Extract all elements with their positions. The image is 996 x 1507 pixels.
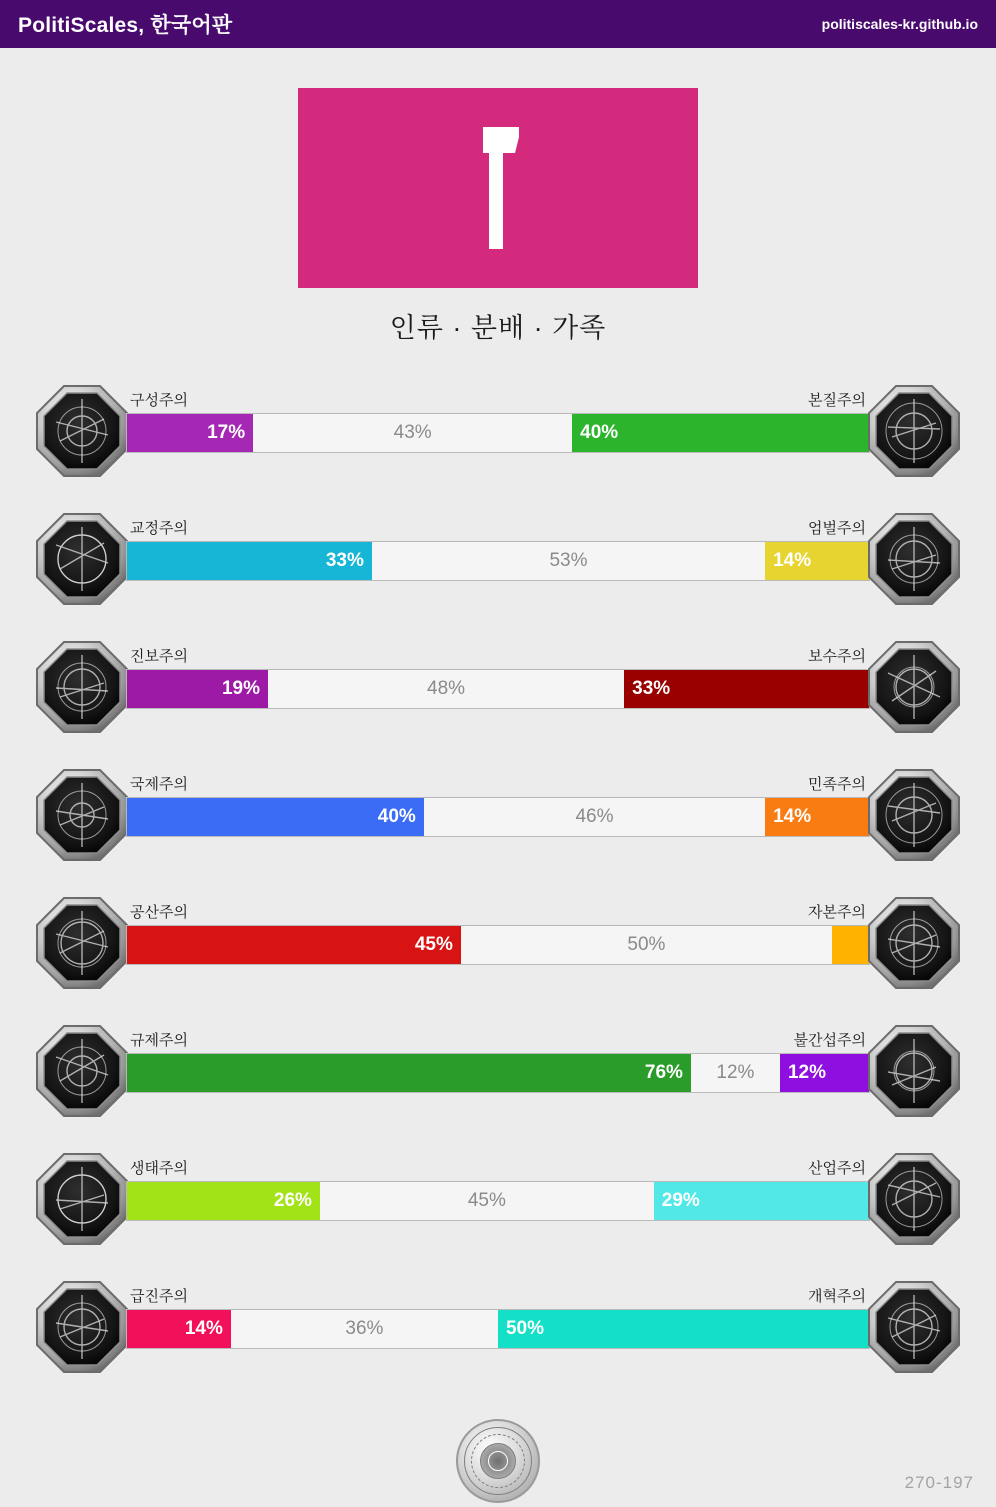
axis-right-label: 불간섭주의	[793, 1032, 866, 1049]
axis-right-segment: 29%	[654, 1182, 869, 1220]
axis-left-label: 규제주의	[130, 1032, 188, 1049]
axis-labels	[126, 773, 870, 797]
axis-neutral-segment: 46%	[424, 798, 765, 836]
axis-neutral-segment: 43%	[253, 414, 572, 452]
axis-left-label: 급진주의	[130, 1288, 188, 1305]
axis-right-segment: 14%	[765, 542, 869, 580]
axis-labels	[126, 517, 870, 541]
hammer-icon	[463, 123, 533, 253]
axis-right-label: 자본주의	[808, 904, 866, 921]
communism-medal	[34, 895, 130, 991]
axis-bar	[126, 541, 870, 581]
axis-bar-group	[126, 1151, 870, 1221]
axis-left-label: 국제주의	[130, 776, 188, 793]
axis-bar-group	[126, 1023, 870, 1093]
axis-right-label: 엄벌주의	[808, 520, 866, 537]
axis-bar	[126, 413, 870, 453]
result-title: 인류 · 분배 · 가족	[389, 313, 607, 343]
axis-right-label: 본질주의	[808, 392, 866, 409]
axis-row	[34, 757, 962, 885]
axis-bar-group	[126, 767, 870, 837]
axis-right-label: 보수주의	[808, 648, 866, 665]
axis-right-segment: 12%	[780, 1054, 869, 1092]
revolution-medal	[34, 1279, 130, 1375]
punitive-justice-medal	[866, 511, 962, 607]
axis-left-label: 생태주의	[130, 1160, 188, 1177]
app-title: PolitiScales, 한국어판	[18, 14, 233, 37]
axis-bar	[126, 1181, 870, 1221]
axis-neutral-segment: 12%	[691, 1054, 780, 1092]
nationalism-medal	[866, 767, 962, 863]
axis-right-segment: 33%	[624, 670, 869, 708]
axis-bar-group	[126, 1279, 870, 1349]
progressivism-medal	[34, 639, 130, 735]
axis-neutral-segment: 45%	[320, 1182, 654, 1220]
axis-row	[34, 885, 962, 1013]
axis-labels	[126, 389, 870, 413]
site-url: politiscales-kr.github.io	[821, 16, 978, 32]
axis-labels	[126, 1157, 870, 1181]
ecology-medal	[34, 1151, 130, 1247]
axis-labels	[126, 901, 870, 925]
axis-labels	[126, 645, 870, 669]
axes-list	[0, 373, 996, 1397]
axis-row	[34, 1013, 962, 1141]
axis-neutral-segment: 36%	[231, 1310, 498, 1348]
axis-bar-group	[126, 511, 870, 581]
axis-left-segment: 40%	[127, 798, 424, 836]
axis-right-label: 민족주의	[808, 776, 866, 793]
axis-neutral-segment: 50%	[461, 926, 832, 964]
axis-left-segment: 33%	[127, 542, 372, 580]
constructivism-medal	[34, 383, 130, 479]
axis-right-segment: 14%	[765, 798, 869, 836]
axis-left-segment: 17%	[127, 414, 253, 452]
rehabilitation-medal	[34, 511, 130, 607]
essentialism-medal	[866, 383, 962, 479]
axis-neutral-segment: 48%	[268, 670, 624, 708]
axis-labels	[126, 1285, 870, 1309]
axis-row	[34, 629, 962, 757]
axis-bar	[126, 1053, 870, 1093]
axis-right-label: 산업주의	[808, 1160, 866, 1177]
axis-left-label: 교정주의	[130, 520, 188, 537]
axis-neutral-segment: 53%	[372, 542, 765, 580]
result-flag-container	[0, 88, 996, 288]
laissez-faire-medal	[866, 1023, 962, 1119]
seal-container	[0, 1419, 996, 1503]
result-flag	[298, 88, 698, 288]
politiscales-seal-icon	[456, 1419, 540, 1503]
axis-labels	[126, 1029, 870, 1053]
page-header	[0, 0, 996, 48]
axis-left-label: 진보주의	[130, 648, 188, 665]
axis-bar	[126, 797, 870, 837]
capitalism-medal	[866, 895, 962, 991]
axis-row	[34, 373, 962, 501]
axis-right-segment	[832, 926, 869, 964]
axis-left-segment: 45%	[127, 926, 461, 964]
axis-bar	[126, 669, 870, 709]
axis-left-segment: 19%	[127, 670, 268, 708]
axis-bar-group	[126, 383, 870, 453]
axis-row	[34, 1141, 962, 1269]
axis-bar-group	[126, 895, 870, 965]
axis-right-label: 개혁주의	[808, 1288, 866, 1305]
axis-right-segment: 50%	[498, 1310, 869, 1348]
axis-row	[34, 1269, 962, 1397]
page-number: 270-197	[904, 1473, 974, 1492]
axis-right-segment: 40%	[572, 414, 869, 452]
axis-bar	[126, 1309, 870, 1349]
regulationism-medal	[34, 1023, 130, 1119]
axis-left-segment: 14%	[127, 1310, 231, 1348]
axis-left-label: 공산주의	[130, 904, 188, 921]
axis-left-segment: 26%	[127, 1182, 320, 1220]
axis-left-label: 구성주의	[130, 392, 188, 409]
conservatism-medal	[866, 639, 962, 735]
axis-row	[34, 501, 962, 629]
internationalism-medal	[34, 767, 130, 863]
reformism-medal	[866, 1279, 962, 1375]
axis-bar	[126, 925, 870, 965]
productivism-medal	[866, 1151, 962, 1247]
axis-bar-group	[126, 639, 870, 709]
axis-left-segment: 76%	[127, 1054, 691, 1092]
